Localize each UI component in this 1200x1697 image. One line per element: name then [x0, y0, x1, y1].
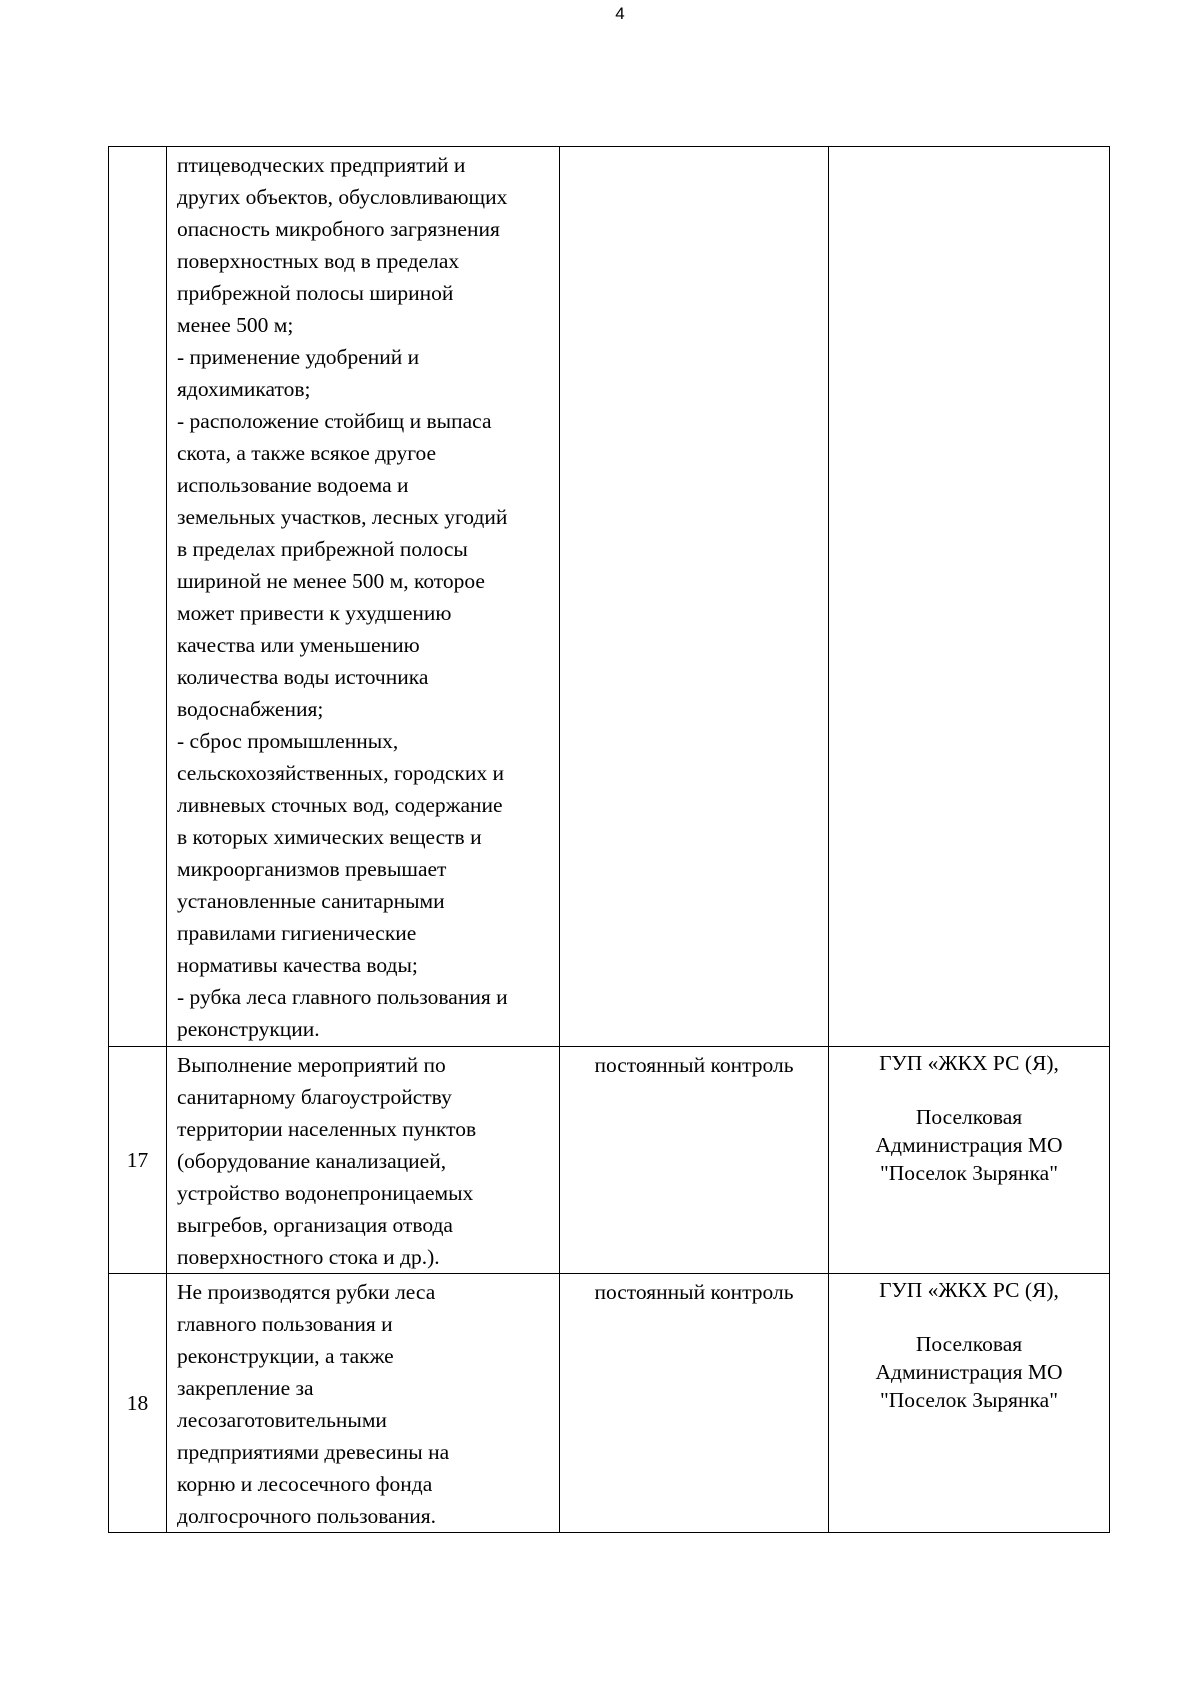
text-line: нормативы качества воды; — [177, 953, 418, 977]
text-line: поверхностных вод в пределах — [177, 249, 460, 273]
text-line: водоснабжения; — [177, 697, 324, 721]
row-number: 17 — [109, 1047, 167, 1274]
text-line: сельскохозяйственных, городских и — [177, 761, 505, 785]
term-cell — [560, 147, 829, 1047]
measure-text — [177, 149, 555, 1045]
text-line: - рубка леса главного пользования и — [177, 985, 508, 1009]
text-line: Администрация МО — [875, 1133, 1063, 1157]
text-line: установленные санитарными — [177, 889, 445, 913]
text-line: земельных участков, лесных угодий — [177, 505, 508, 529]
text-line: реконструкции, а также — [177, 1344, 394, 1368]
text-line: закрепление за — [177, 1376, 314, 1400]
measure-text — [177, 1276, 555, 1532]
responsible-org: ГУП «ЖКХ РС (Я), — [879, 1051, 1059, 1075]
text-line: опасность микробного загрязнения — [177, 217, 500, 241]
text-line: реконструкции. — [177, 1017, 320, 1041]
text-line: главного пользования и — [177, 1312, 393, 1336]
text-line: в которых химических веществ и — [177, 825, 482, 849]
text-line: поверхностного стока и др.). — [177, 1245, 440, 1269]
text-line: предприятиями древесины на — [177, 1440, 450, 1464]
text-line: - расположение стойбищ и выпаса — [177, 409, 492, 433]
text-line: правилами гигиенические — [177, 921, 417, 945]
responsible-cell — [829, 1047, 1110, 1274]
text-line: корню и лесосечного фонда — [177, 1472, 433, 1496]
responsible-cell — [829, 147, 1110, 1047]
text-line: Не производятся рубки леса — [177, 1280, 436, 1304]
text-line: (оборудование канализацией, — [177, 1149, 447, 1173]
text-line: санитарному благоустройству — [177, 1085, 452, 1109]
text-line: менее 500 м; — [177, 313, 294, 337]
text-line: в пределах прибрежной полосы — [177, 537, 468, 561]
text-line: использование водоема и — [177, 473, 409, 497]
text-line: устройство водонепроницаемых — [177, 1181, 474, 1205]
term-cell: постоянный контроль — [560, 1274, 829, 1533]
page-number: 4 — [615, 4, 625, 23]
responsible-admin — [829, 1103, 1109, 1187]
text-line: микроорганизмов превышает — [177, 857, 447, 881]
text-line: территории населенных пунктов — [177, 1117, 477, 1141]
text-line: Поселковая — [915, 1105, 1023, 1129]
text-line: ливневых сточных вод, содержание — [177, 793, 503, 817]
text-line: птицеводческих предприятий и — [177, 153, 466, 177]
text-line: - применение удобрений и — [177, 345, 420, 369]
measures-table — [108, 146, 1110, 1533]
table-row — [109, 147, 1110, 1047]
responsible-cell — [829, 1274, 1110, 1533]
measure-cell — [167, 147, 560, 1047]
text-line: может привести к ухудшению — [177, 601, 452, 625]
text-line: количества воды источника — [177, 665, 429, 689]
text-line: долгосрочного пользования. — [177, 1504, 436, 1528]
text-line: Поселковая — [915, 1332, 1023, 1356]
text-line: выгребов, организация отвода — [177, 1213, 453, 1237]
responsible-org: ГУП «ЖКХ РС (Я), — [879, 1278, 1059, 1302]
text-line: "Поселок Зырянка" — [879, 1388, 1059, 1412]
measure-cell — [167, 1047, 560, 1274]
text-line: прибрежной полосы шириной — [177, 281, 454, 305]
text-line: - сброс промышленных, — [177, 729, 399, 753]
table-row — [109, 1047, 1110, 1274]
responsible-admin — [829, 1330, 1109, 1414]
text-line: других объектов, обусловливающих — [177, 185, 508, 209]
measure-cell — [167, 1274, 560, 1533]
term-cell: постоянный контроль — [560, 1047, 829, 1274]
text-line: "Поселок Зырянка" — [879, 1161, 1059, 1185]
row-number: 18 — [109, 1274, 167, 1533]
text-line: ядохимикатов; — [177, 377, 311, 401]
row-number — [109, 147, 167, 1047]
text-line: лесозаготовительными — [177, 1408, 387, 1432]
text-line: Выполнение мероприятий по — [177, 1053, 446, 1077]
text-line: скота, а также всякое другое — [177, 441, 437, 465]
text-line: шириной не менее 500 м, которое — [177, 569, 485, 593]
text-line: Администрация МО — [875, 1360, 1063, 1384]
text-line: качества или уменьшению — [177, 633, 420, 657]
table-row — [109, 1274, 1110, 1533]
measure-text — [177, 1049, 555, 1273]
